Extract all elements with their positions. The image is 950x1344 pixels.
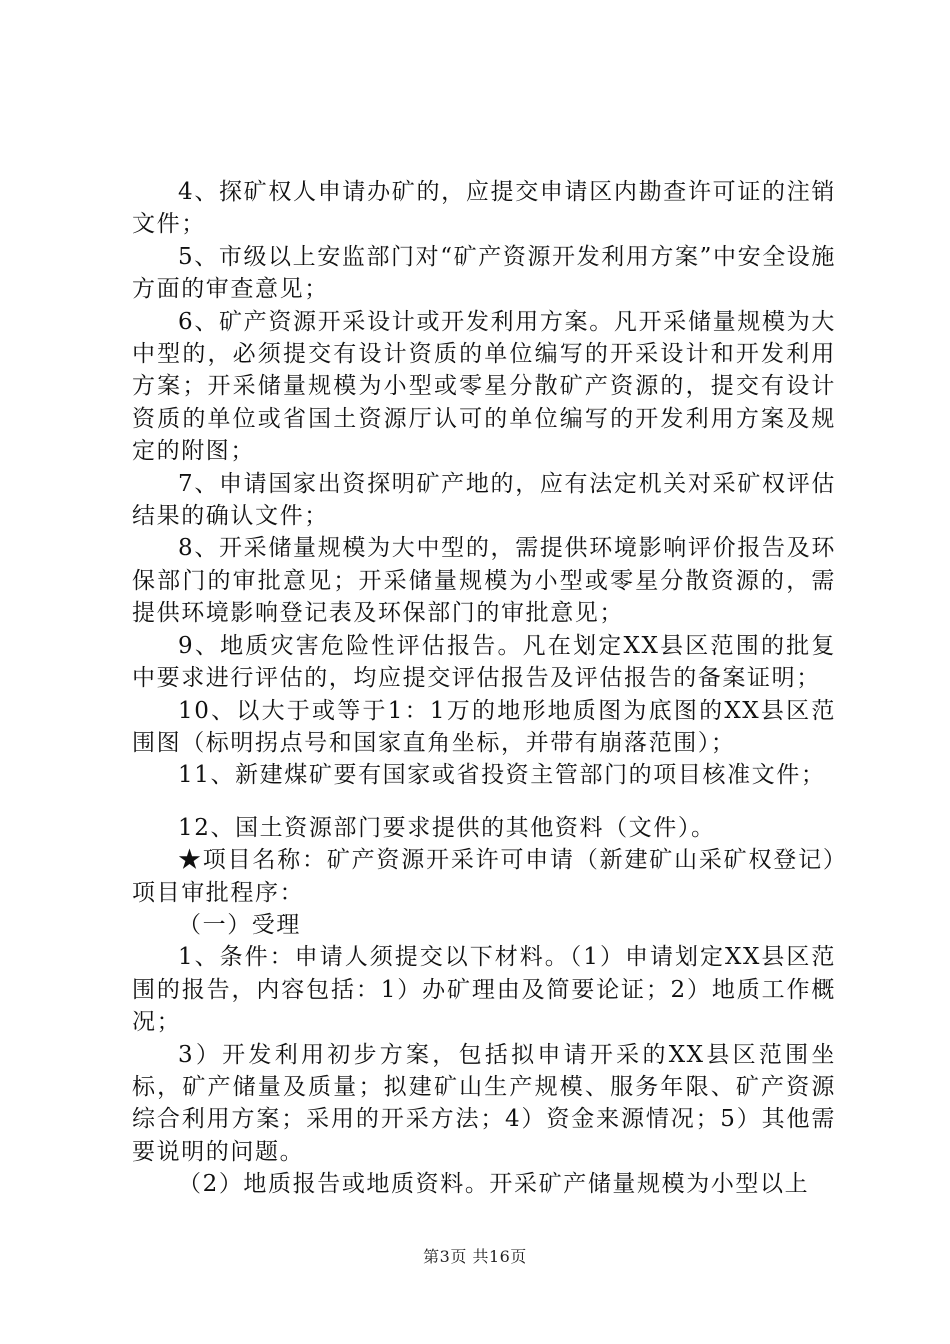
paragraph-item-4: 4、探矿权人申请办矿的，应提交申请区内勘查许可证的注销文件； (132, 179, 836, 238)
paragraph-item-6: 6、矿产资源开采设计或开发利用方案。凡开采储量规模为大中型的，必须提交有设计资质的单位编写的开采设计和开发利用方案；开采储量规模为小型或零星分散矿产资源的，提交有设计资质的单位或省国土资源厅认可的单位编写的开发利用方案及规定的附图； (132, 308, 836, 465)
paragraph-item-5: 5、市级以上安监部门对“矿产资源开发利用方案”中安全设施方面的审查意见； (132, 243, 836, 303)
project-name-heading: ★项目名称：矿产资源开采许可申请（新建矿山采矿权登记）项目审批程序： (132, 847, 836, 906)
document-body (132, 176, 836, 1201)
section-heading-acceptance: （一）受理 (178, 911, 301, 938)
page-footer: 第3页 共16页 (423, 1247, 527, 1266)
paragraph-geology-report: （2）地质报告或地质资料。开采矿产储量规模为小型以上 (178, 1171, 810, 1198)
paragraph-conditions: 1、条件：申请人须提交以下材料。（1）申请划定XX县区范围的报告，内容包括：1）办矿理由及简要论证；2）地质工作概况； (132, 944, 836, 1036)
paragraph-item-7: 7、申请国家出资探明矿产地的，应有法定机关对采矿权评估结果的确认文件； (132, 470, 836, 530)
paragraph-item-12: 12、国土资源部门要求提供的其他资料（文件）。 (178, 814, 716, 841)
paragraph-item-9: 9、地质灾害危险性评估报告。凡在划定XX县区范围的批复中要求进行评估的，均应提交评估报告及评估报告的备案证明； (132, 632, 836, 692)
paragraph-item-10: 10、以大于或等于1：1万的地形地质图为底图的XX县区范围图（标明拐点号和国家直角坐标，并带有崩落范围）； (132, 697, 836, 756)
paragraph-item-11: 11、新建煤矿要有国家或省投资主管部门的项目核准文件； (178, 762, 826, 789)
paragraph-development-plan: 3）开发利用初步方案，包括拟申请开采的XX县区范围坐标，矿产储量及质量；拟建矿山生产规模、服务年限、矿产资源综合利用方案；采用的开采方法；4）资金来源情况；5）其他需要说明的问题。 (132, 1041, 836, 1165)
paragraph-item-8: 8、开采储量规模为大中型的，需提供环境影响评价报告及环保部门的审批意见；开采储量规模为小型或零星分散资源的，需提供环境影响登记表及环保部门的审批意见； (132, 535, 836, 627)
